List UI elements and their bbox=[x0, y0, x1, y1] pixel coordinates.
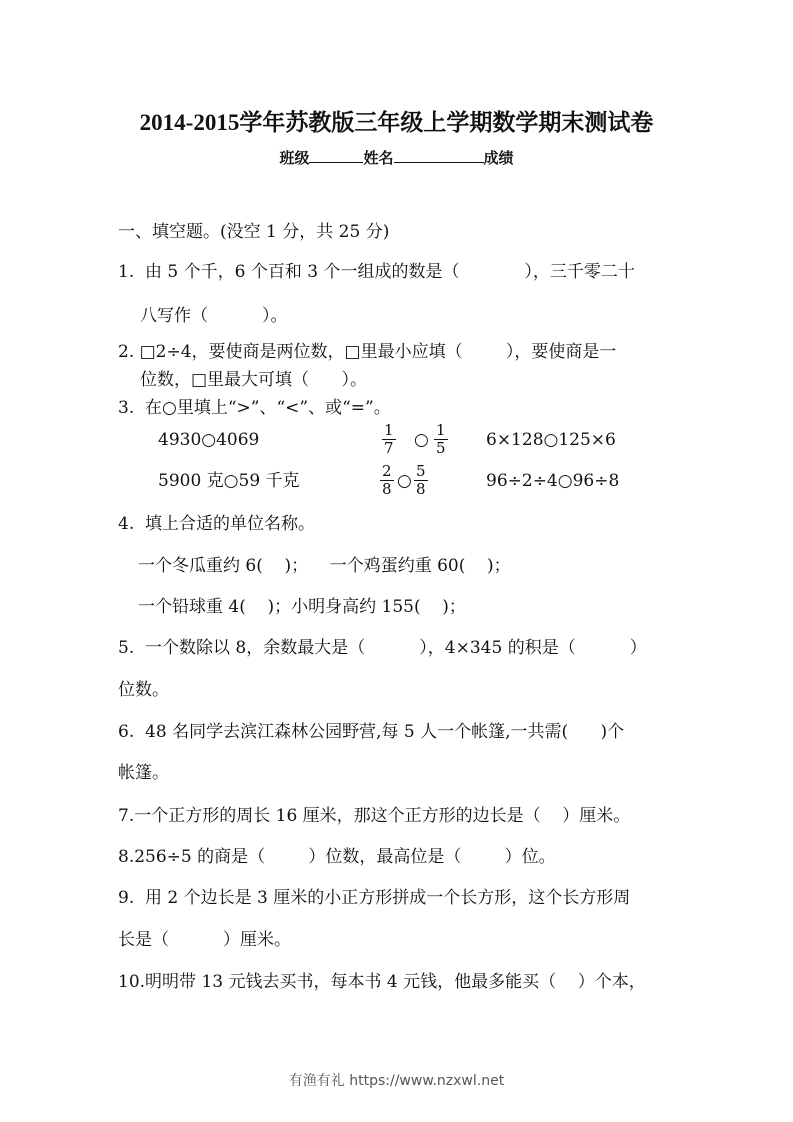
numerator: 2 bbox=[382, 462, 392, 480]
section-heading: 一、填空题。(没空 1 分，共 25 分) bbox=[118, 222, 390, 242]
denominator: 7 bbox=[384, 439, 394, 457]
compare-item-c: 6×128○125×6 bbox=[486, 430, 616, 450]
name-label: 姓名 bbox=[363, 149, 394, 167]
denominator: 8 bbox=[416, 480, 426, 498]
fraction bbox=[434, 422, 448, 457]
question-5-cont: 位数。 bbox=[118, 680, 169, 700]
question-3: 3. 在○里填上“>”、“<”、或“=”。 bbox=[118, 398, 391, 418]
student-info-line bbox=[0, 147, 793, 168]
question-7: 7.一个正方形的周长 16 厘米，那这个正方形的边长是（ ）厘米。 bbox=[118, 806, 631, 826]
fraction bbox=[382, 422, 396, 457]
question-2: 2. □2÷4，要使商是两位数，□里最小应填（ ），要使商是一 bbox=[118, 342, 617, 362]
question-9: 9. 用 2 个边长是 3 厘米的小正方形拼成一个长方形，这个长方形周 bbox=[118, 888, 631, 908]
question-2-cont: 位数，□里最大可填（ ）。 bbox=[140, 370, 367, 390]
denominator: 8 bbox=[382, 480, 392, 498]
compare-circle: ○ bbox=[397, 471, 412, 491]
question-5: 5. 一个数除以 8，余数最大是（ ），4×345 的积是（ ） bbox=[118, 638, 647, 658]
question-6: 6. 48 名同学去滨江森林公园野营,每 5 人一个帐篷,一共需( )个 bbox=[118, 722, 625, 742]
question-4-line-b: 一个铅球重 4( )；小明身高约 155( )； bbox=[138, 597, 466, 617]
question-4: 4. 填上合适的单位名称。 bbox=[118, 514, 316, 534]
numerator: 1 bbox=[436, 421, 446, 439]
denominator: 5 bbox=[436, 439, 446, 457]
class-blank bbox=[309, 148, 363, 163]
question-1: 1. 由 5 个千，6 个百和 3 个一组成的数是（ ），三千零二十 bbox=[118, 262, 635, 282]
compare-item-a: 4930○4069 bbox=[158, 430, 260, 450]
question-9-cont: 长是（ ）厘米。 bbox=[118, 930, 292, 950]
fraction bbox=[414, 463, 428, 498]
question-8: 8.256÷5 的商是（ ）位数，最高位是（ ）位。 bbox=[118, 847, 556, 867]
score-label: 成绩 bbox=[483, 149, 514, 167]
name-blank bbox=[394, 148, 484, 163]
question-1-cont: 八写作（ ）。 bbox=[140, 306, 288, 326]
numerator: 1 bbox=[384, 421, 394, 439]
question-4-line-a: 一个冬瓜重约 6( )； 一个鸡蛋约重 60( )； bbox=[138, 556, 511, 576]
fraction bbox=[380, 463, 394, 498]
question-6-cont: 帐篷。 bbox=[118, 763, 169, 783]
class-label: 班级 bbox=[279, 149, 310, 167]
compare-item-d: 5900 克○59 千克 bbox=[158, 471, 300, 491]
numerator: 5 bbox=[416, 462, 426, 480]
footer-watermark: 有渔有礼 https://www.nzxwl.net bbox=[288, 1073, 505, 1089]
compare-circle: ○ bbox=[414, 430, 429, 450]
compare-item-f: 96÷2÷4○96÷8 bbox=[486, 471, 620, 491]
question-10: 10.明明带 13 元钱去买书，每本书 4 元钱，他最多能买（ ）个本， bbox=[118, 972, 646, 992]
page-title: 2014-2015学年苏教版三年级上学期数学期末测试卷 bbox=[139, 110, 654, 135]
